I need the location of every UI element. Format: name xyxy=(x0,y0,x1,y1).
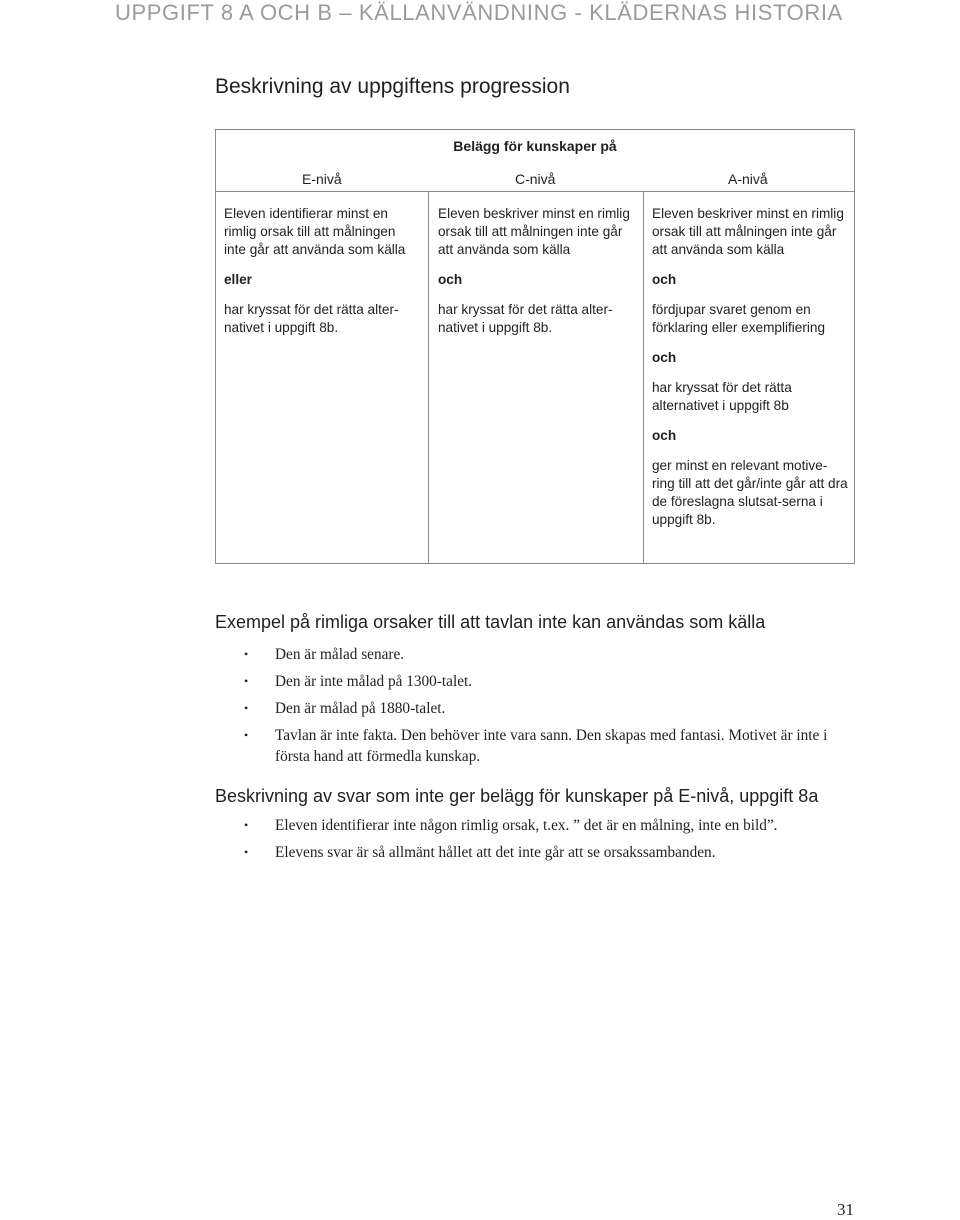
list-item-text: Den är målad på 1880-talet. xyxy=(275,700,446,717)
bullet-icon: • xyxy=(244,647,249,661)
no-evidence-list xyxy=(244,815,855,869)
column-divider xyxy=(643,191,644,563)
bullet-icon: • xyxy=(244,701,249,715)
conjunction: och xyxy=(652,350,677,365)
list-item xyxy=(244,842,855,863)
list-item-text: Eleven identifierar inte någon rimlig orsak, t.ex. ” det är en målning, inte en bild”. xyxy=(275,817,778,834)
list-item-text: Den är målad senare. xyxy=(275,646,405,663)
level-a-header: A-nivå xyxy=(728,171,768,187)
level-c-header: C-nivå xyxy=(515,171,556,187)
list-item xyxy=(244,698,855,719)
table-heading: Belägg för kunskaper på xyxy=(453,138,617,154)
header-divider xyxy=(216,191,854,192)
examples-list xyxy=(244,644,855,773)
examples-heading: Exempel på rimliga orsaker till att tavlan inte kan användas som källa xyxy=(215,612,766,632)
section-title: Beskrivning av uppgiftens progression xyxy=(215,75,570,98)
criterion-text: Eleven identifierar minst en rimlig orsak till att målningen inte går att använda som källa xyxy=(224,206,406,257)
column-divider xyxy=(428,191,429,563)
criterion-text: har kryssat för det rätta alter-nativet i uppgift 8b. xyxy=(438,302,613,335)
conjunction: och xyxy=(438,272,463,287)
page-number: 31 xyxy=(837,1200,854,1219)
level-c-cell xyxy=(438,205,638,337)
level-a-cell xyxy=(652,205,848,529)
criterion-text: har kryssat för det rätta alter-nativet i uppgift 8b. xyxy=(224,302,399,335)
criterion-text: ger minst en relevant motive-ring till att det går/inte går att dra de föreslagna slutsat-serna i uppgift 8b. xyxy=(652,458,848,527)
conjunction: eller xyxy=(224,272,252,287)
bullet-icon: • xyxy=(244,728,249,742)
list-item xyxy=(244,671,855,692)
criterion-text: har kryssat för det rätta alternativet i uppgift 8b xyxy=(652,380,792,413)
level-e-header: E-nivå xyxy=(302,171,342,187)
bullet-icon: • xyxy=(244,818,249,832)
list-item xyxy=(244,725,855,767)
list-item-text: Tavlan är inte fakta. Den behöver inte vara sann. Den skapas med fantasi. Motivet är inte i första hand att förmedla kunskap. xyxy=(275,727,828,765)
conjunction: och xyxy=(652,272,677,287)
running-head: UPPGIFT 8 A OCH B – KÄLLANVÄNDNING - KLÄDERNAS HISTORIA xyxy=(115,0,843,25)
conjunction: och xyxy=(652,428,677,443)
criterion-text: Eleven beskriver minst en rimlig orsak till att målningen inte går att använda som källa xyxy=(438,206,630,257)
bullet-icon: • xyxy=(244,674,249,688)
list-item xyxy=(244,815,855,836)
criterion-text: Eleven beskriver minst en rimlig orsak till att målningen inte går att använda som källa xyxy=(652,206,844,257)
criterion-text: fördjupar svaret genom en förklaring eller exemplifiering xyxy=(652,302,826,335)
level-e-cell xyxy=(224,205,420,337)
list-item xyxy=(244,644,855,665)
list-item-text: Den är inte målad på 1300-talet. xyxy=(275,673,473,690)
bullet-icon: • xyxy=(244,845,249,859)
grade-criteria-table xyxy=(215,129,855,564)
no-evidence-heading: Beskrivning av svar som inte ger belägg för kunskaper på E-nivå, uppgift 8a xyxy=(215,786,819,806)
list-item-text: Elevens svar är så allmänt hållet att det inte går att se orsakssambanden. xyxy=(275,844,716,861)
